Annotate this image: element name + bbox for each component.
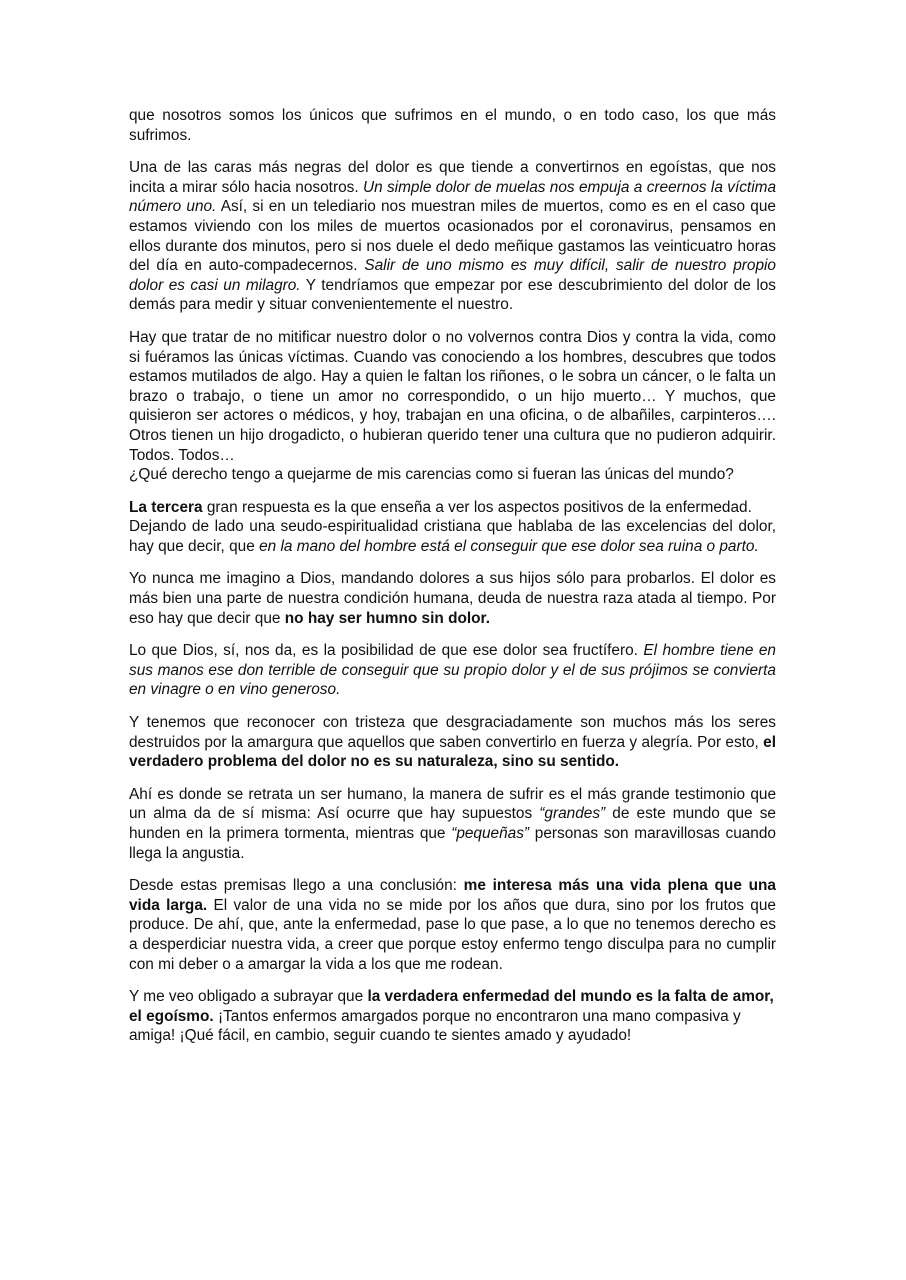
text-run: ¡Tantos enfermos amargados porque no encontraron una mano compasiva y amiga! ¡Qué fácil, en cambio, seguir cuando te sientes amado y ayudado!	[129, 1007, 741, 1045]
text-run: Dejando de lado una seudo-espiritualidad cristiana que hablaba de las excelencias del dolor, hay que decir, que	[129, 518, 776, 555]
paragraph-p12	[129, 987, 776, 1046]
italic-text: “grandes”	[539, 805, 606, 823]
italic-text: Salir de uno mismo es muy difícil, salir de nuestro propio dolor es casi un milagro.	[129, 257, 776, 294]
text-run: El valor de una vida no se mide por los años que dura, sino por los frutos que produce. De ahí, que, ante la enfermedad, pase lo que pase, a lo que no tenemos derecho es a desperdiciar nuestra vida, a creer que porque estoy enfermo tengo disculpa para no cumplir con mi deber o a amargar la vida a los que me rodean.	[129, 896, 776, 973]
italic-text: “pequeñas”	[451, 825, 530, 842]
bold-text: me interesa más una vida plena que una vida larga.	[129, 877, 776, 914]
text-run: Y tendríamos que empezar por ese descubrimiento del dolor de los demás para medir y situar convenientemente el nuestro.	[129, 276, 776, 314]
text-run: de este mundo que se hunden en la primera tormenta, mientras que	[129, 805, 776, 842]
italic-text: El hombre tiene en sus manos ese don terrible de conseguir que su propio dolor y el de sus prójimos se convierta en vinagre o en vino generoso.	[129, 642, 776, 699]
paragraph-p7	[129, 569, 776, 628]
text-run: Yo nunca me imagino a Dios, mandando dolores a sus hijos sólo para probarlos. El dolor es más bien una parte de nuestra condición humana, deuda de nuestra raza atada al tiempo. Por eso hay que decir que	[129, 570, 776, 627]
text-run: Lo que Dios, sí, nos da, es la posibilidad de que ese dolor sea fructífero.	[129, 642, 644, 660]
paragraph-p10	[129, 785, 776, 863]
paragraph-p11	[129, 876, 776, 974]
bold-text: La tercera	[129, 498, 203, 516]
italic-text: en la mano del hombre está el conseguir que ese dolor sea ruina o parto.	[259, 537, 759, 555]
text-run: que nosotros somos los únicos que sufrimos en el mundo, o en todo caso, los que más sufrimos.	[129, 107, 776, 144]
text-run: Ahí es donde se retrata un ser humano, la manera de sufrir es el más grande testimonio que un alma da de sí misma: Así ocurre que hay supuestos	[129, 785, 776, 823]
text-run: Desde estas premisas llego a una conclusión:	[129, 877, 464, 895]
paragraph-p5	[129, 498, 776, 518]
text-run: ¿Qué derecho tengo a quejarme de mis carencias como si fueran las únicas del mundo?	[129, 466, 734, 484]
text-run: personas son maravillosas cuando llega la angustia.	[129, 825, 776, 862]
text-run: Una de las caras más negras del dolor es que tiende a convertirnos en egoístas, que nos incita a mirar sólo hacia nosotros.	[129, 159, 776, 196]
text-run: Hay que tratar de no mitificar nuestro dolor o no volvernos contra Dios y contra la vida, como si fuéramos las únicas víctimas. Cuando vas conociendo a los hombres, descubres que todos estamos mutilados de algo. Hay a quien le faltan los riñones, o le sobra un cáncer, o le falta un brazo o trabajo, o tiene un amor no correspondido, o un hijo muerto… Y muchos, que quisieron ser actores o médicos, y hoy, trabajan en una oficina, o de albañiles, carpinteros…. Otros tienen un hijo drogadicto, o hubieran querido tener una cultura que no pudieron adquirir. Todos. Todos…	[129, 328, 776, 464]
paragraph-p8	[129, 641, 776, 700]
paragraph-p1	[129, 106, 776, 145]
bold-text: el verdadero problema del dolor no es su naturaleza, sino su sentido.	[129, 733, 776, 771]
bold-text: la verdadera enfermedad del mundo es la falta de amor, el egoísmo.	[129, 988, 774, 1025]
text-run: gran respuesta es la que enseña a ver los aspectos positivos de la enfermedad.	[202, 498, 752, 516]
paragraph-p3	[129, 328, 776, 465]
text-run: Así, si en un telediario nos muestran miles de muertos, como es en el caso que estamos viviendo con los miles de muertos ocasionados por el coronavirus, pensamos en ellos durante dos minutos, pero si nos duele el dedo meñique gastamos las veinticuatro horas del día en auto-compadecernos.	[129, 198, 776, 275]
paragraph-p2	[129, 158, 776, 315]
paragraph-p9	[129, 713, 776, 772]
paragraph-p4	[129, 465, 776, 485]
text-run: Y me veo obligado a subrayar que	[129, 988, 368, 1006]
text-run: Y tenemos que reconocer con tristeza que desgraciadamente son muchos más los seres destruidos por la amargura que aquellos que saben convertirlo en fuerza y alegría. Por esto,	[129, 714, 776, 751]
paragraph-p6	[129, 517, 776, 556]
italic-text: Un simple dolor de muelas nos empuja a creernos la víctima número uno.	[129, 178, 776, 216]
document-page	[129, 106, 776, 1059]
bold-text: no hay ser humno sin dolor.	[284, 609, 490, 627]
